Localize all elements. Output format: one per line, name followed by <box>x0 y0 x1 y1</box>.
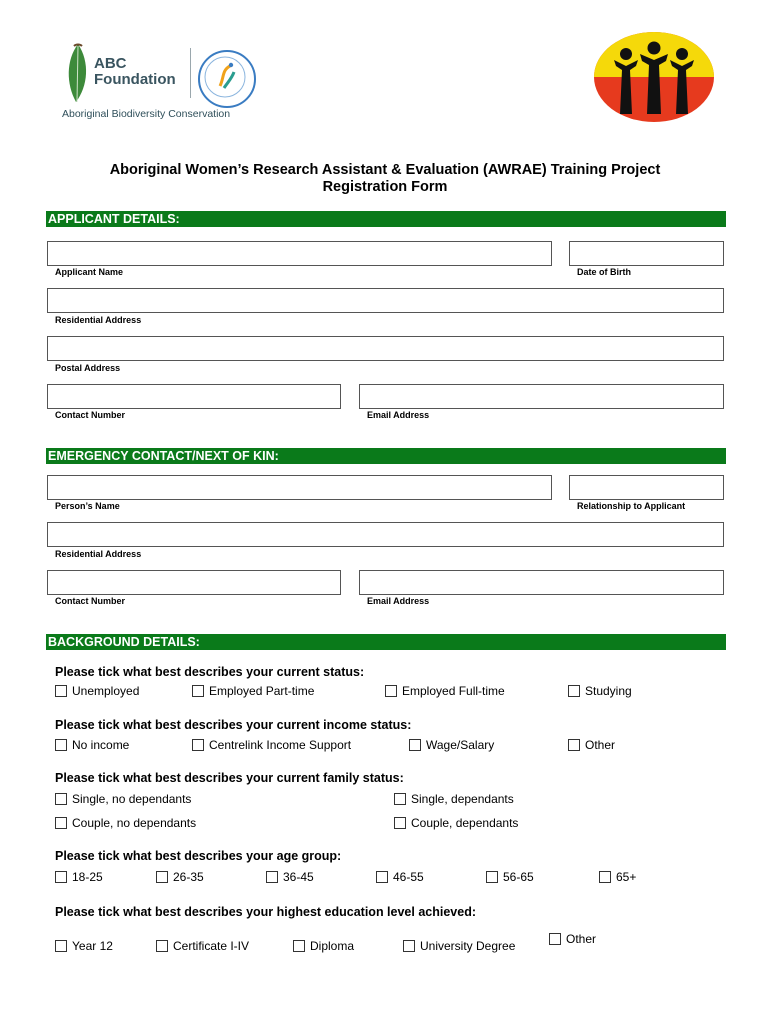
applicant-dob-label: Date of Birth <box>577 267 631 277</box>
option-unemployed[interactable]: Unemployed <box>55 684 139 698</box>
question-age-group: Please tick what best describes your age group: <box>55 849 342 863</box>
checkbox[interactable] <box>385 685 397 697</box>
applicant-email-label: Email Address <box>367 410 430 420</box>
org-tagline: Aboriginal Biodiversity Conservation <box>62 108 231 120</box>
applicant-contact-number-label: Contact Number <box>55 410 126 420</box>
form-subtitle: Registration Form <box>322 179 448 195</box>
checkbox[interactable] <box>599 871 611 883</box>
applicant-residential-address-label: Residential Address <box>55 315 142 325</box>
checkbox[interactable] <box>192 685 204 697</box>
checkbox[interactable] <box>55 793 67 805</box>
checkbox[interactable] <box>55 940 67 952</box>
emergency-person-name-label: Person’s Name <box>55 501 120 511</box>
applicant-postal-address-label: Postal Address <box>55 363 121 373</box>
option-university-degree[interactable]: University Degree <box>403 939 515 953</box>
checkbox[interactable] <box>55 685 67 697</box>
checkbox[interactable] <box>486 871 498 883</box>
checkbox[interactable] <box>55 871 67 883</box>
aboriginal-figures-logo <box>592 30 716 124</box>
option-education-other[interactable]: Other <box>549 932 596 946</box>
checkbox[interactable] <box>156 871 168 883</box>
question-income-status: Please tick what best describes your current income status: <box>55 718 412 732</box>
applicant-postal-address-field[interactable] <box>47 336 724 361</box>
emergency-relationship-label: Relationship to Applicant <box>577 501 686 511</box>
checkbox[interactable] <box>55 739 67 751</box>
org-name-line2: Foundation <box>94 71 176 88</box>
option-centrelink-income-support[interactable]: Centrelink Income Support <box>192 738 351 752</box>
option-employed-full-time[interactable]: Employed Full-time <box>385 684 505 698</box>
option-age-26-35[interactable]: 26-35 <box>156 870 204 884</box>
question-family-status: Please tick what best describes your current family status: <box>55 771 404 785</box>
option-age-36-45[interactable]: 36-45 <box>266 870 314 884</box>
checkbox[interactable] <box>266 871 278 883</box>
option-year-12[interactable]: Year 12 <box>55 939 113 953</box>
option-income-other[interactable]: Other <box>568 738 615 752</box>
checkbox[interactable] <box>394 817 406 829</box>
option-wage-salary[interactable]: Wage/Salary <box>409 738 494 752</box>
applicant-email-field[interactable] <box>359 384 724 409</box>
logo-divider <box>190 48 191 98</box>
form-title: Aboriginal Women’s Research Assistant & Evaluation (AWRAE) Training Project <box>109 162 661 178</box>
checkbox[interactable] <box>192 739 204 751</box>
applicant-name-label: Applicant Name <box>55 267 124 277</box>
option-age-65-plus[interactable]: 65+ <box>599 870 636 884</box>
applicant-residential-address-field[interactable] <box>47 288 724 313</box>
emergency-email-field[interactable] <box>359 570 724 595</box>
option-studying[interactable]: Studying <box>568 684 632 698</box>
eucalyptus-leaf-icon <box>64 42 92 106</box>
abc-foundation-logo <box>60 40 260 122</box>
emergency-person-name-field[interactable] <box>47 475 552 500</box>
checkbox[interactable] <box>549 933 561 945</box>
option-certificate-i-iv[interactable]: Certificate I-IV <box>156 939 249 953</box>
applicant-contact-number-field[interactable] <box>47 384 341 409</box>
option-employed-part-time[interactable]: Employed Part-time <box>192 684 314 698</box>
option-age-56-65[interactable]: 56-65 <box>486 870 534 884</box>
emergency-contact-number-field[interactable] <box>47 570 341 595</box>
option-no-income[interactable]: No income <box>55 738 129 752</box>
emergency-relationship-field[interactable] <box>569 475 724 500</box>
section-background-details: BACKGROUND DETAILS: <box>46 634 726 650</box>
option-age-46-55[interactable]: 46-55 <box>376 870 424 884</box>
section-emergency-contact: EMERGENCY CONTACT/NEXT OF KIN: <box>46 448 726 464</box>
section-applicant-details: APPLICANT DETAILS: <box>46 211 726 227</box>
org-name-line1: ABC <box>94 55 127 72</box>
option-age-18-25[interactable]: 18-25 <box>55 870 103 884</box>
emergency-residential-address-label: Residential Address <box>55 549 142 559</box>
applicant-name-field[interactable] <box>47 241 552 266</box>
registered-charity-seal-icon <box>198 50 256 108</box>
option-single-no-dependants[interactable]: Single, no dependants <box>55 792 191 806</box>
checkbox[interactable] <box>376 871 388 883</box>
checkbox[interactable] <box>156 940 168 952</box>
question-education-level: Please tick what best describes your highest education level achieved: <box>55 905 476 919</box>
emergency-residential-address-field[interactable] <box>47 522 724 547</box>
applicant-dob-field[interactable] <box>569 241 724 266</box>
checkbox[interactable] <box>55 817 67 829</box>
checkbox[interactable] <box>568 739 580 751</box>
checkbox[interactable] <box>568 685 580 697</box>
option-couple-no-dependants[interactable]: Couple, no dependants <box>55 816 196 830</box>
checkbox[interactable] <box>403 940 415 952</box>
emergency-email-label: Email Address <box>367 596 430 606</box>
option-couple-dependants[interactable]: Couple, dependants <box>394 816 518 830</box>
checkbox[interactable] <box>293 940 305 952</box>
checkbox[interactable] <box>409 739 421 751</box>
option-single-dependants[interactable]: Single, dependants <box>394 792 514 806</box>
emergency-contact-number-label: Contact Number <box>55 596 126 606</box>
option-diploma[interactable]: Diploma <box>293 939 354 953</box>
question-current-status: Please tick what best describes your current status: <box>55 665 365 679</box>
checkbox[interactable] <box>394 793 406 805</box>
